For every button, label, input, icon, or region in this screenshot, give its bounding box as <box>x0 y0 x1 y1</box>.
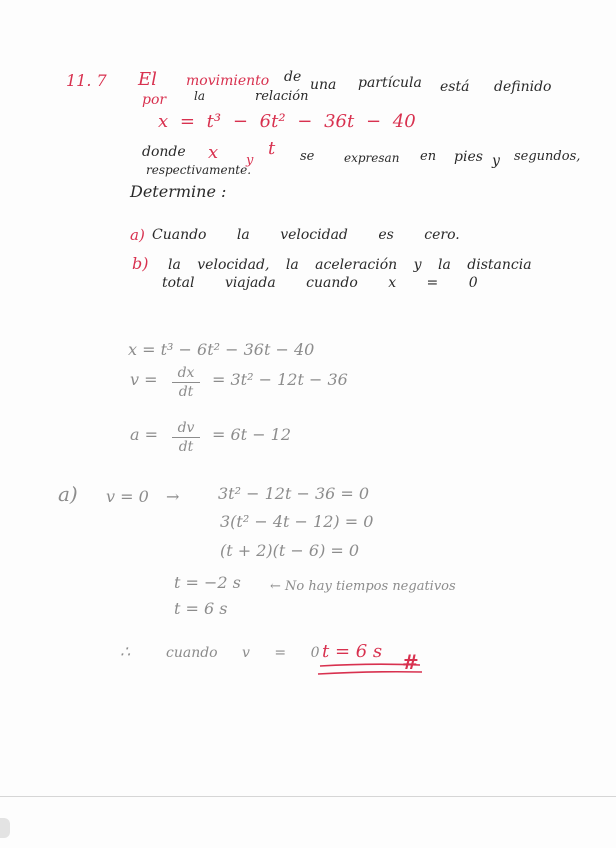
statement-word: x <box>208 142 219 163</box>
statement-word: relación <box>255 89 309 104</box>
fraction-numerator: dv <box>177 420 195 436</box>
binding-mark <box>0 818 10 838</box>
statement-word: en <box>420 149 437 164</box>
arrow-icon: → <box>166 487 180 506</box>
root-negative-note: ← No hay tiempos negativos <box>270 579 456 594</box>
acceleration-lhs: a = <box>130 425 159 444</box>
statement-word: pies <box>454 149 483 165</box>
fraction-denominator: dt <box>178 439 194 455</box>
statement-word: de <box>284 69 302 85</box>
step-3: (t + 2)(t − 6) = 0 <box>220 541 360 560</box>
item-b-text-2: total viajada cuando x = 0 <box>162 275 478 291</box>
item-a-label: a) <box>130 226 145 244</box>
item-a-text: Cuando la velocidad es cero. <box>152 227 460 243</box>
item-b-label: b) <box>132 254 149 273</box>
acceleration-rhs: = 6t − 12 <box>212 425 292 444</box>
statement-word: t <box>268 138 276 159</box>
fraction-denominator: dt <box>178 384 194 400</box>
statement-word: segundos, <box>514 149 581 164</box>
statement-word: El <box>138 69 157 90</box>
statement-word: movimiento <box>186 73 270 89</box>
statement-word: expresan <box>344 151 400 165</box>
statement-word: definido <box>494 79 552 95</box>
statement-word: donde <box>142 144 186 160</box>
conclusion-text: cuando v = 0 <box>166 645 320 661</box>
fraction-bar <box>172 382 200 383</box>
acceleration-derivative <box>170 421 202 454</box>
part-a-label: a) <box>58 482 78 506</box>
step-2: 3(t² − 4t − 12) = 0 <box>220 512 374 531</box>
statement-word: se <box>300 149 315 164</box>
hash-mark: # <box>402 650 419 674</box>
statement-word: y <box>246 153 254 168</box>
statement-word: por <box>142 92 167 108</box>
root-negative: t = −2 s <box>174 573 241 592</box>
statement-word: la <box>194 89 205 103</box>
page-edge-line <box>0 796 616 797</box>
statement-word: y <box>492 153 500 169</box>
root-positive: t = 6 s <box>174 599 228 618</box>
determine-heading: Determine : <box>130 182 227 201</box>
part-a-condition: v = 0 <box>106 487 149 506</box>
statement-word: partícula <box>358 75 422 91</box>
therefore-symbol: ∴ <box>120 642 131 661</box>
problem-number: 11. 7 <box>66 71 107 90</box>
statement-word: respectivamente. <box>146 163 252 177</box>
statement-word: una <box>310 77 337 93</box>
step-1: 3t² − 12t − 36 = 0 <box>218 484 370 503</box>
fraction-numerator: dx <box>177 365 195 381</box>
statement-word: está <box>440 79 470 95</box>
velocity-rhs: = 3t² − 12t − 36 <box>212 370 348 389</box>
final-answer: t = 6 s <box>322 641 383 662</box>
motion-equation: x = t³ − 6t² − 36t − 40 <box>158 111 416 132</box>
answer-underline <box>316 660 428 680</box>
item-b-text-1: la velocidad, la aceleración y la distancia <box>168 257 532 273</box>
velocity-lhs: v = <box>130 370 158 389</box>
velocity-derivative <box>170 366 202 399</box>
fraction-bar <box>172 437 200 438</box>
position-equation: x = t³ − 6t² − 36t − 40 <box>128 340 315 359</box>
